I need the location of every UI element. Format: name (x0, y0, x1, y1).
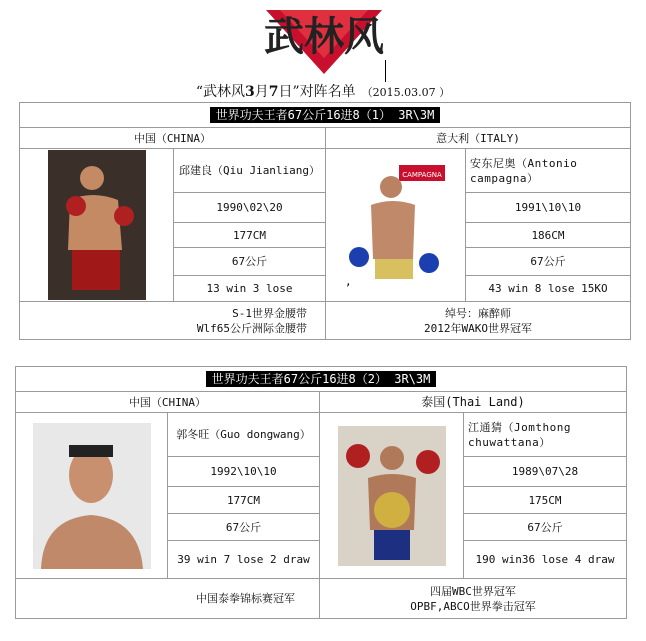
right-record: 43 win 8 lose 15KO (466, 276, 631, 302)
right-height: 175CM (464, 487, 627, 514)
right-name: 安东尼奥（Antonio campagna） (466, 149, 631, 193)
svg-text:,: , (344, 275, 352, 287)
right-honors: 四届WBC世界冠军 OPBF,ABCO世界拳击冠军 (320, 579, 627, 619)
left-dob: 1990\02\20 (174, 193, 326, 223)
right-height: 186CM (466, 223, 631, 248)
left-country: 中国（CHINA） (20, 128, 326, 149)
fighter-silhouette (341, 163, 451, 287)
bout-title: 世界功夫王者67公斤16进8（2） 3R\3M (16, 367, 627, 392)
left-country: 中国（CHINA） (16, 392, 320, 413)
right-fighter-photo (326, 149, 466, 302)
page-title: “武林风3月7日”对阵名单 （2015.03.07 ） (195, 84, 451, 100)
left-weight: 67公斤 (168, 514, 320, 541)
event-date: （2015.03.07 ） (361, 86, 451, 99)
left-fighter-photo (16, 413, 168, 579)
right-country: 意大利（ITALY) (326, 128, 631, 149)
right-dob: 1991\10\10 (466, 193, 631, 223)
right-honors: 绰号：麻醉师 2012年WAKO世界冠军 (326, 302, 631, 340)
left-honors: S-1世界金腰带 Wlf65公斤洲际金腰带 (20, 302, 326, 340)
fighter-silhouette (48, 150, 146, 300)
right-dob: 1989\07\28 (464, 457, 627, 487)
right-country: 泰国(Thai Land) (320, 392, 627, 413)
right-name: 江通猜（Jomthong chuwattana） (464, 413, 627, 457)
svg-text:CAMPAGNA: CAMPAGNA (401, 171, 442, 179)
left-record: 39 win 7 lose 2 draw (168, 541, 320, 579)
bout-title: 世界功夫王者67公斤16进8（1） 3R\3M (20, 103, 631, 128)
left-height: 177CM (168, 487, 320, 514)
logo-text: 武林风 (264, 13, 384, 60)
bout-card-2 (15, 366, 627, 619)
right-weight: 67公斤 (464, 514, 627, 541)
wulinfeng-logo (262, 4, 386, 74)
left-record: 13 win 3 lose (174, 276, 326, 302)
text-cursor (385, 60, 386, 82)
left-honors: 中国泰拳锦标赛冠军 (16, 579, 320, 619)
fighter-silhouette (33, 423, 151, 569)
left-name: 邱建良（Qiu Jianliang） (174, 149, 326, 193)
right-fighter-photo (320, 413, 464, 579)
bout-card-1 (19, 102, 631, 340)
left-fighter-photo (20, 149, 174, 302)
left-height: 177CM (174, 223, 326, 248)
left-name: 郭冬旺（Guo dongwang） (168, 413, 320, 457)
left-weight: 67公斤 (174, 248, 326, 276)
right-weight: 67公斤 (466, 248, 631, 276)
fighter-silhouette (338, 426, 446, 566)
left-dob: 1992\10\10 (168, 457, 320, 487)
right-record: 190 win36 lose 4 draw (464, 541, 627, 579)
